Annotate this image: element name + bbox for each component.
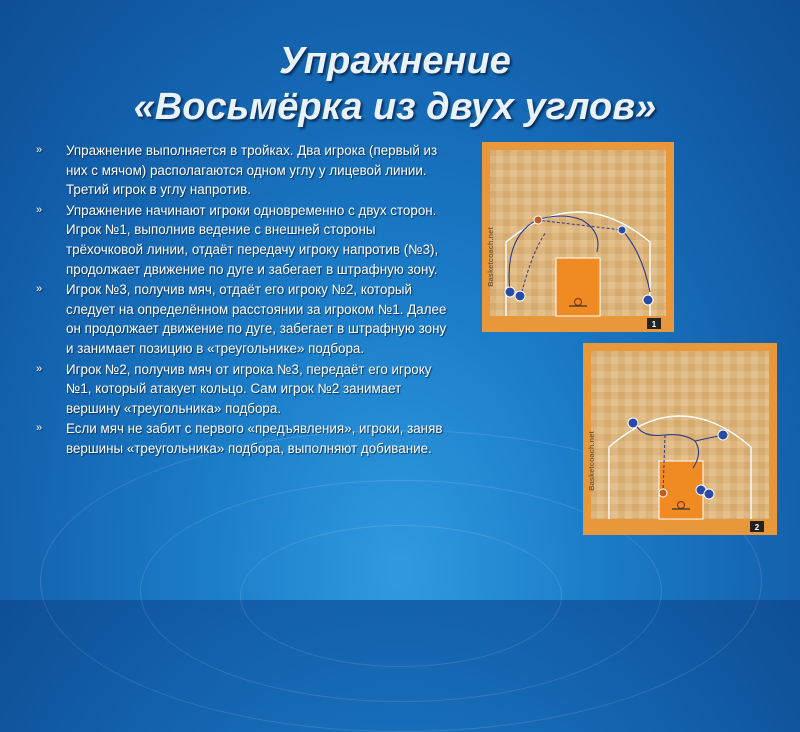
bullet-item [36, 419, 448, 458]
player-marker-icon [505, 287, 515, 297]
ball-icon [659, 489, 667, 497]
slide-title-line-2: «Восьмёрка из двух углов» [133, 86, 657, 128]
diagram-watermark: Basketcoach.net [587, 431, 596, 491]
slide-title-line-1: Упражнение [279, 40, 511, 82]
bullet-marker-icon: » [36, 203, 43, 216]
bullet-text: Игрок №3, получив мяч, отдаёт его игроку №2, который следует на определённом расстоянии за игроком №1. Далее он продолжает движение по дуге, забегает в штрафную зону и занимает позицию в «треугольнике» подбора. [66, 282, 447, 356]
bullet-list [36, 141, 448, 460]
diagram-number: 2 [754, 523, 760, 532]
bullet-marker-icon: » [36, 144, 43, 156]
player-marker-icon [515, 291, 525, 301]
background-ripple [240, 525, 562, 667]
bullet-marker-icon: » [36, 422, 43, 435]
ball-icon [534, 216, 542, 224]
bullet-text: Если мяч не забит с первого «предъявления», игроки, заняв вершины «треугольника» подбора, выполняют добивание. [66, 421, 443, 456]
player-marker-icon [643, 295, 653, 305]
bullet-marker-icon: » [36, 362, 43, 375]
paint-area [556, 258, 600, 316]
player-marker-icon [628, 418, 638, 428]
bullet-item [36, 280, 448, 358]
bullet-item [36, 360, 448, 419]
bullet-text: Упражнение выполняется в тройках. Два игрока (первый из них с мячом) располагаются одном углу у лицевой линии. Третий игрок в углу напротив. [66, 143, 438, 198]
player-marker-icon [718, 430, 728, 440]
player-marker-icon [704, 489, 714, 499]
court-diagram-2 [583, 343, 777, 535]
bullet-item [36, 201, 448, 279]
bullet-item [36, 141, 448, 200]
player-marker-icon [618, 226, 626, 234]
diagram-number: 1 [651, 320, 657, 329]
bullet-marker-icon: » [36, 283, 43, 296]
bullet-text: Упражнение начинают игроки одновременно с двух сторон. Игрок №1, выполнив ведение с внешней стороны трёхочковой линии, отдаёт передачу игроку напротив (№3), продолжает движение по дуге и забегает в штрафную зону. [66, 202, 439, 277]
diagram-watermark: Basketcoach.net [486, 227, 495, 287]
slide-title [0, 38, 790, 130]
court-diagram-1 [482, 142, 674, 332]
bullet-text: Игрок №2, получив мяч от игрока №3, передаёт его игроку №1, который атакует кольцо. Сам игрок №2 занимает вершину «треугольника» подбора. [66, 361, 432, 416]
